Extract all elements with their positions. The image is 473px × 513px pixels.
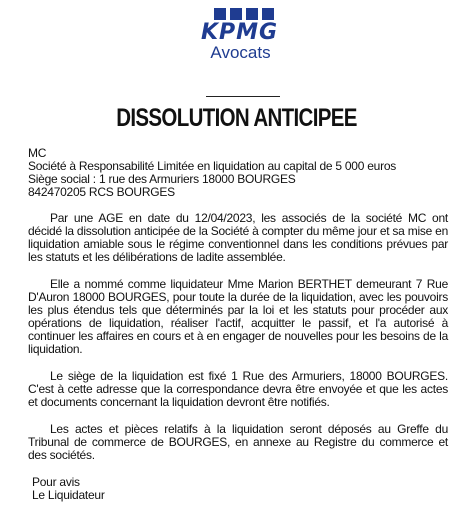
paragraph	[28, 212, 448, 264]
logo-box	[246, 8, 258, 20]
company-name: MC	[28, 146, 47, 160]
paragraph-text: Le siège de la liquidation est fixé 1 Rue des Armuriers, 18000 BOURGES. C'est à cette adresse que la correspondance devra être envoyée et que les actes et documents concernant la liquidation devront être notifiés.	[28, 369, 448, 409]
title-divider	[206, 96, 280, 97]
company-rcs: 842470205 RCS BOURGES	[28, 185, 175, 199]
company-seat: Siège social : 1 rue des Armuriers 18000 BOURGES	[28, 172, 296, 186]
closing-block	[28, 476, 448, 502]
logo-box	[214, 8, 226, 20]
logo-subtitle: Avocats	[210, 43, 271, 62]
paragraph	[28, 370, 448, 409]
logo-box	[262, 8, 274, 20]
paragraph	[28, 278, 448, 356]
notice-body	[28, 147, 448, 502]
paragraph-text: Par une AGE en date du 12/04/2023, les associés de la société MC ont décidé la dissolution anticipée de la Société à compter du même jour et sa mise en liquidation amiable sous le régime conventionnel dans les conditions prévues par les statuts et les délibérations de ladite assemblée.	[28, 211, 448, 264]
kpmg-avocats-logo	[0, 8, 473, 62]
notice-title: DISSOLUTION ANTICIPEE	[116, 104, 357, 132]
kpmg-boxes-mark	[214, 8, 274, 20]
paragraph-text: Les actes et pièces relatifs à la liquidation seront déposés au Greffe du Tribunal de commerce de BOURGES, en annexe au Registre du commerce et des sociétés.	[28, 422, 448, 462]
company-header	[28, 147, 448, 199]
closing-line: Pour avis	[32, 475, 80, 489]
logo-brand: KPMG	[200, 20, 279, 45]
signature-line: Le Liquidateur	[32, 488, 105, 502]
company-form: Société à Responsabilité Limitée en liquidation au capital de 5 000 euros	[28, 159, 397, 173]
paragraph	[28, 423, 448, 462]
paragraph-text: Elle a nommé comme liquidateur Mme Marion BERTHET demeurant 7 Rue D'Auron 18000 BOURGES, pour toute la durée de la liquidation, avec les pouvoirs les plus étendus tels que déterminés par la loi et les statuts pour procéder aux opérations de liquidation, réaliser l'actif, acquitter le passif, et l'a autorisé à continuer les affaires en cours et à en engager de nouvelles pour les besoins de la liquidation.	[28, 277, 448, 356]
logo-box	[230, 8, 242, 20]
